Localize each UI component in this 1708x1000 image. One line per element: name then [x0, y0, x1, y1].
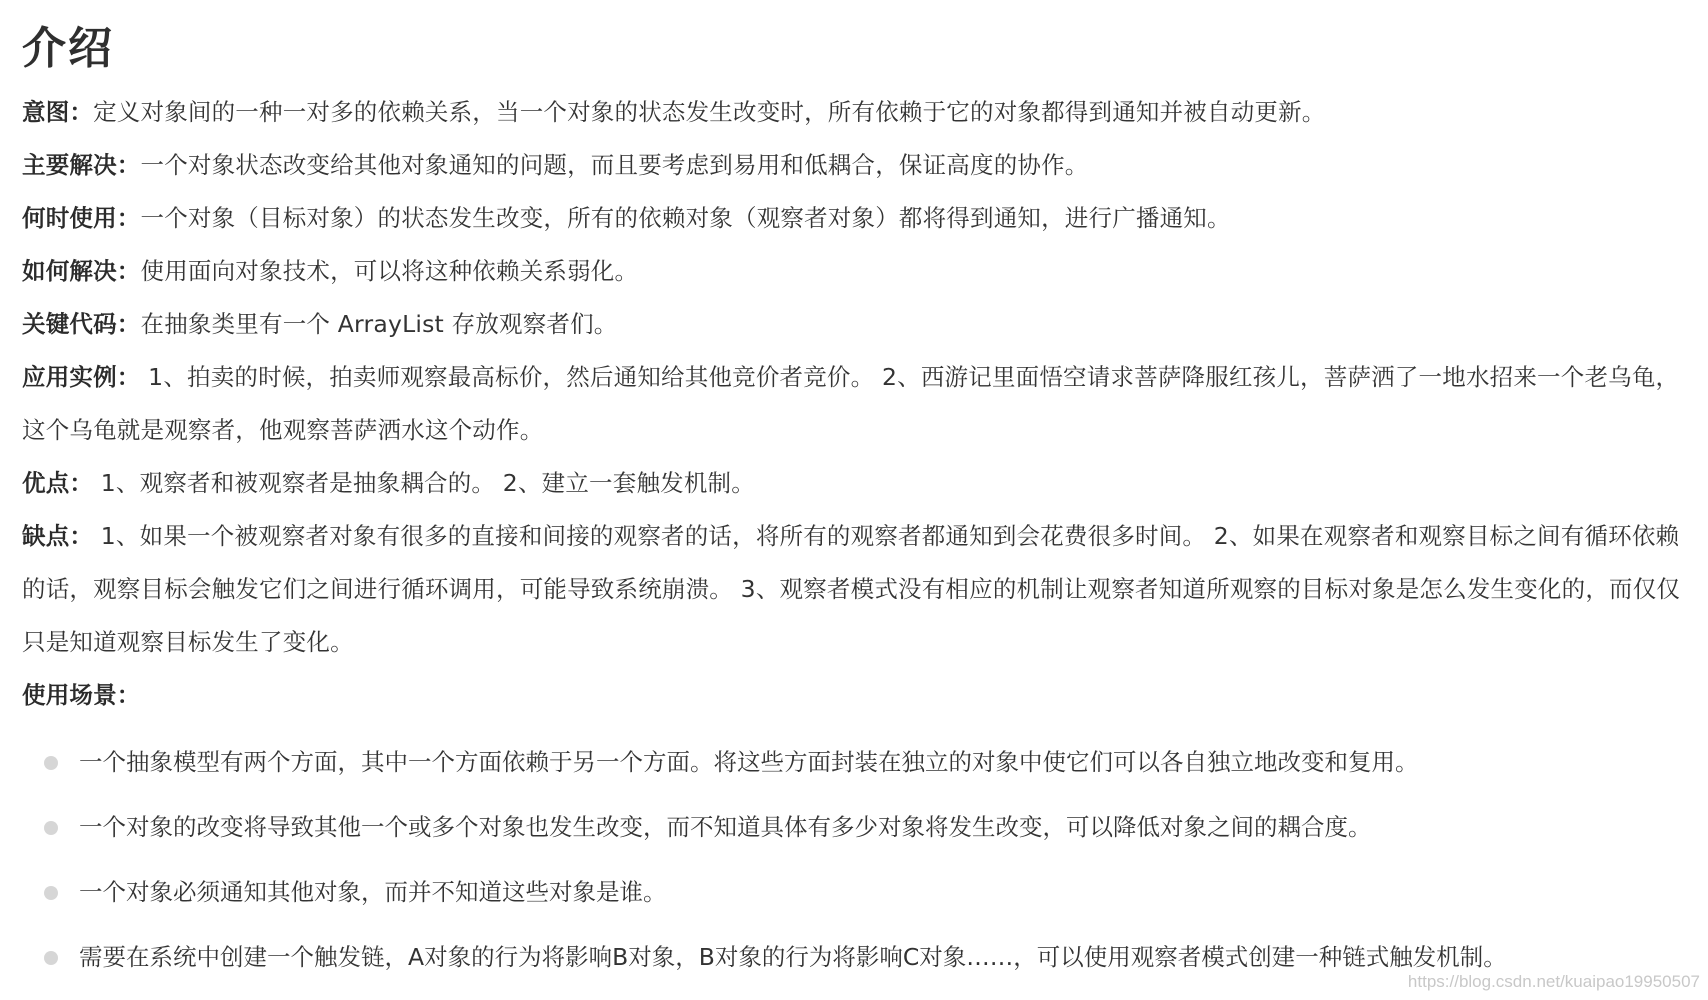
bullet-dot-icon — [44, 886, 58, 900]
section-label: 如何解决： — [22, 257, 141, 285]
section-label: 优点： — [22, 469, 94, 497]
section-text: 一个对象状态改变给其他对象通知的问题，而且要考虑到易用和低耦合，保证高度的协作。 — [140, 151, 1089, 179]
section-text: 在抽象类里有一个 ArrayList 存放观察者们。 — [140, 310, 618, 338]
list-item — [22, 730, 1692, 795]
list-item-text: 一个对象的改变将导致其他一个或多个对象也发生改变，而不知道具体有多少对象将发生改变，可以降低对象之间的耦合度。 — [79, 813, 1372, 841]
section-label: 关键代码： — [22, 310, 141, 338]
list-item — [22, 860, 1692, 925]
section-text: 1、观察者和被观察者是抽象耦合的。 2、建立一套触发机制。 — [93, 469, 755, 497]
section-label: 缺点： — [22, 522, 94, 550]
bullet-dot-icon — [44, 951, 58, 965]
section-text: 1、拍卖的时候，拍卖师观察最高标价，然后通知给其他竞价者竞价。 2、西游记里面悟空请求菩萨降服红孩儿，菩萨洒了一地水招来一个老乌龟，这个乌龟就是观察者，他观察菩萨洒水这个动作。 — [22, 363, 1680, 444]
section-label: 主要解决： — [22, 151, 141, 179]
section-scenarios — [22, 669, 1692, 722]
section-advantages — [22, 457, 1692, 510]
section-intent — [22, 86, 1692, 139]
section-label: 何时使用： — [22, 204, 141, 232]
section-text: 使用面向对象技术，可以将这种依赖关系弱化。 — [140, 257, 639, 285]
section-key-code — [22, 298, 1692, 351]
scenario-list — [22, 730, 1692, 990]
section-text: 定义对象间的一种一对多的依赖关系，当一个对象的状态发生改变时，所有依赖于它的对象都得到通知并被自动更新。 — [93, 98, 1326, 126]
page-title: 介绍 — [22, 23, 114, 74]
bullet-dot-icon — [44, 756, 58, 770]
section-text: 1、如果一个被观察者对象有很多的直接和间接的观察者的话，将所有的观察者都通知到会花费很多时间。 2、如果在观察者和观察目标之间有循环依赖的话，观察目标会触发它们之间进行循环调用，可能导致系统崩溃。 3、观察者模式没有相应的机制让观察者知道所观察的目标对象是怎么发生变化的，而仅仅只是知道观察目标发生了变化。 — [22, 522, 1681, 656]
section-examples — [22, 351, 1692, 457]
section-when-to-use — [22, 192, 1692, 245]
section-label: 使用场景： — [22, 681, 141, 709]
section-how-to-solve — [22, 245, 1692, 298]
section-label: 意图： — [22, 98, 94, 126]
section-label: 应用实例： — [22, 363, 141, 391]
section-disadvantages — [22, 510, 1692, 669]
bullet-dot-icon — [44, 821, 58, 835]
section-text: 一个对象（目标对象）的状态发生改变，所有的依赖对象（观察者对象）都将得到通知，进行广播通知。 — [140, 204, 1231, 232]
watermark: https://blog.csdn.net/kuaipao19950507 — [1407, 972, 1700, 991]
list-item — [22, 795, 1692, 860]
list-item-text: 一个抽象模型有两个方面，其中一个方面依赖于另一个方面。将这些方面封装在独立的对象中使它们可以各自独立地改变和复用。 — [79, 748, 1419, 776]
list-item-text: 一个对象必须通知其他对象，而并不知道这些对象是谁。 — [79, 878, 667, 906]
section-main-problem — [22, 139, 1692, 192]
article — [22, 0, 1692, 990]
list-item-text: 需要在系统中创建一个触发链，A对象的行为将影响B对象，B对象的行为将影响C对象……，可以使用观察者模式创建一种链式触发机制。 — [79, 943, 1507, 971]
